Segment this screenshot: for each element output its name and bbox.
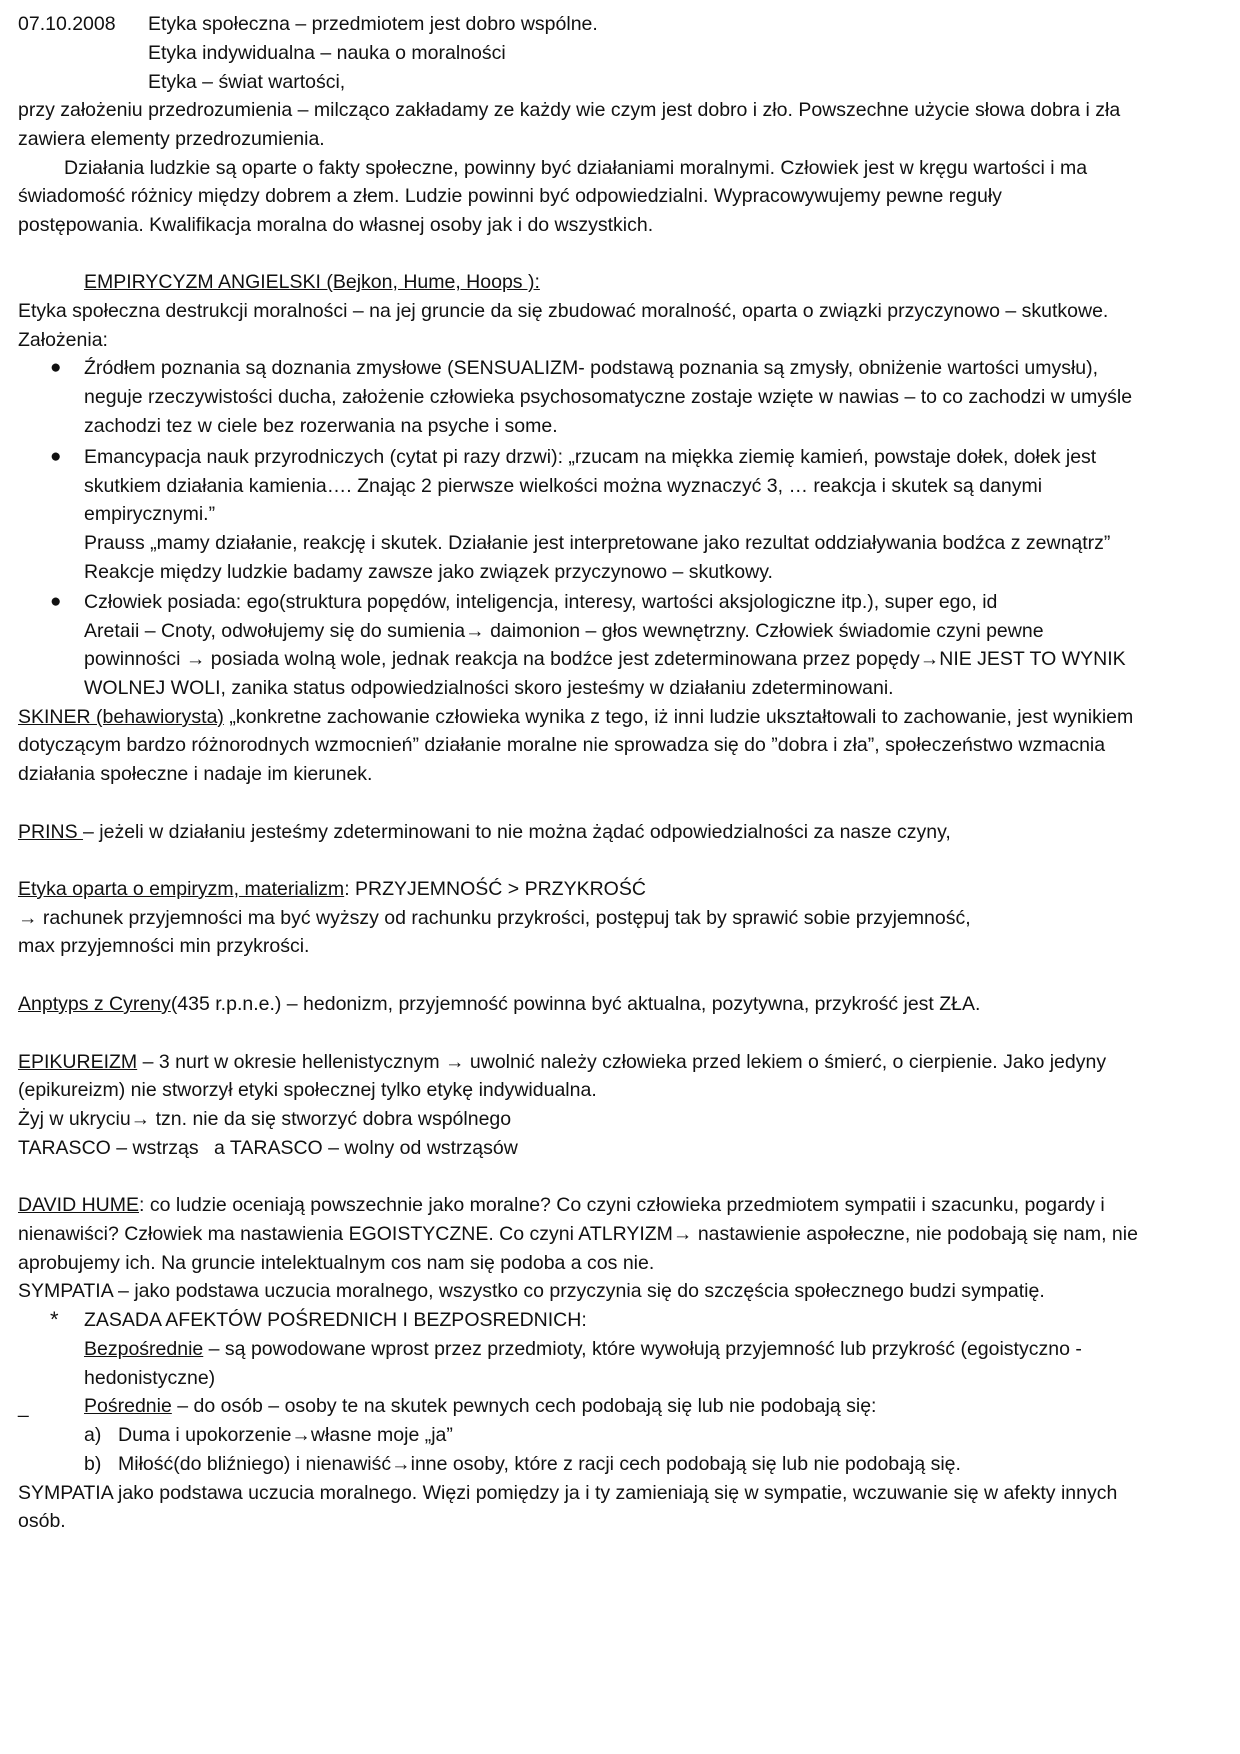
bullet-line: neguje rzeczywistości ducha, założenie człowieka psychosomatyczne zostaje wzięte w nawias – to co zachodzi w umyśle <box>84 386 1133 408</box>
hume-line: aprobujemy ich. Na gruncie intelektualnym cos nam się podoba a cos nie. <box>18 1252 655 1274</box>
epikureizm-line: (epikureizm) nie stworzył etyki społecznej tylko etykę indywidualna. <box>18 1079 597 1101</box>
bullet-icon: ● <box>50 446 62 467</box>
intro-line: zawiera elementy przedrozumienia. <box>18 128 325 150</box>
anptyps-name: Anptyps z Cyreny <box>18 993 171 1015</box>
prins-name: PRINS <box>18 821 84 843</box>
prins-paragraph: PRINS – jeżeli w działaniu jesteśmy zdeterminowani to nie można żądać odpowiedzialności za nasze czyny, <box>18 821 951 843</box>
bullet-line: zachodzi tez w ciele bez rozerwania na psyche i some. <box>84 415 558 437</box>
assumptions-label: Założenia: <box>18 329 108 351</box>
bullet-line: Emancypacja nauk przyrodniczych (cytat pi razy drzwi): „rzucam na miękka ziemię kamień, powstaje dołek, dołek jest <box>84 446 1097 468</box>
sympatia-line: SYMPATIA – jako podstawa uczucia moralnego, wszystko co przyczynia się do szczęścia społecznego budzi sympatię. <box>18 1280 1045 1302</box>
skiner-paragraph: SKINER (behawiorysta) „konkretne zachowanie człowieka wynika z tego, iż inni ludzie ukształtowali to zachowanie, jest wynikiem <box>18 706 1134 728</box>
empiryzm-heading: EMPIRYCYZM ANGIELSKI (Bejkon, Hume, Hoops ): <box>84 271 540 293</box>
date: 07.10.2008 <box>18 13 116 35</box>
epikureizm-paragraph: EPIKUREIZM – 3 nurt w okresie hellenistycznym → uwolnić należy człowieka przed lekiem o śmierć, o cierpienie. Jako jedyny <box>18 1051 1107 1073</box>
dash-icon: _ <box>18 1397 29 1418</box>
hedonism-heading-line: Etyka oparta o empiryzm, materializm: PRZYJEMNOŚĆ > PRZYKROŚĆ <box>18 878 646 900</box>
skiner-line: działania społeczne i nadaje im kierunek. <box>18 763 373 785</box>
intro-line: świadomość różnicy między dobrem a złem. Ludzie powinni być odpowiedzialni. Wypracowywujemy pewne reguły <box>18 185 1002 207</box>
epikureizm-name: EPIKUREIZM <box>18 1051 138 1073</box>
bullet-line: Reakcje między ludzkie badamy zawsze jako związek przyczynowo – skutkowy. <box>84 561 773 583</box>
hedonism-heading: Etyka oparta o empiryzm, materializm <box>18 878 345 900</box>
direct-line: hedonistyczne) <box>84 1367 216 1389</box>
hume-paragraph: DAVID HUME: co ludzie oceniają powszechnie jako moralne? Co czyni człowieka przedmiotem sympatii i szacunku, pogardy i <box>18 1194 1105 1216</box>
bullet-line: skutkiem działania kamienia…. Znając 2 pierwsze wielkości można wyznaczyć 3, … reakcja i skutek są danymi <box>84 475 1043 497</box>
bullet-line: WOLNEJ WOLI, zanika status odpowiedzialności skoro jesteśmy w działaniu zdeterminowani. <box>84 677 894 699</box>
sympatia-line: osób. <box>18 1510 66 1532</box>
asterisk-icon: * <box>50 1307 59 1332</box>
anptyps-paragraph: Anptyps z Cyreny(435 r.p.n.e.) – hedonizm, przyjemność powinna być aktualna, pozytywna, przykrość jest ZŁA. <box>18 993 981 1015</box>
epikureizm-line: Żyj w ukryciu→ tzn. nie da się stworzyć dobra wspólnego <box>18 1108 512 1130</box>
bullet-line: Człowiek posiada: ego(struktura popędów, inteligencja, interesy, wartości aksjologiczne itp.), super ego, id <box>84 591 998 613</box>
bullet-line: empirycznymi.” <box>84 503 216 525</box>
skiner-name: SKINER (behawiorysta) <box>18 706 224 728</box>
bullet-line: Prauss „mamy działanie, reakcję i skutek. Działanie jest interpretowane jako rezultat oddziaływania bodźca z zewnątrz” <box>84 532 1111 554</box>
hume-name: DAVID HUME <box>18 1194 139 1216</box>
indirect-label: Pośrednie <box>84 1395 172 1417</box>
bullet-line: Źródłem poznania są doznania zmysłowe (SENSUALIZM- podstawą poznania są zmysły, obniżenie wartości umysłu), <box>84 357 1099 379</box>
sympatia-line: SYMPATIA jako podstawa uczucia moralnego. Więzi pomiędzy ja i ty zamieniają się w sympatie, wczuwanie się w afekty innych <box>18 1482 1118 1504</box>
hedonism-line: max przyjemności min przykrości. <box>18 935 310 957</box>
direct-paragraph: Bezpośrednie – są powodowane wprost przez przedmioty, które wywołują przyjemność lub przykrość (egoistyczno - <box>84 1338 1082 1360</box>
hume-line: nienawiści? Człowiek ma nastawienia EGOISTYCZNE. Co czyni ATLRYIZM→ nastawienie aspołeczne, nie podobają się nam, nie <box>18 1223 1138 1245</box>
bullet-icon: ● <box>50 591 62 612</box>
indirect-paragraph: Pośrednie – do osób – osoby te na skutek pewnych cech podobają się lub nie podobają się: <box>84 1395 877 1417</box>
intro-line: Działania ludzkie są oparte o fakty społeczne, powinny być działaniami moralnymi. Człowiek jest w kręgu wartości i ma <box>64 157 1088 179</box>
document-page: 07.10.2008 Etyka społeczna – przedmiotem jest dobro wspólne. Etyka indywidualna – nauka o moralności Etyka – świat wartości, przy założeniu przedrozumienia – milcząco zakładamy ze każdy wie czym jest dobro i zło. Powszechne użycie słowa dobra i zła zawiera elementy przedrozumienia. Działania ludzkie są oparte o fakty społeczne, powinny być działaniami moralnymi. Człowiek jest w kręgu wartości i ma świadomość różnicy między dobrem a złem. Ludzie powinni być odpowiedzialni. Wypracowywujemy pewne reguły postępowania. Kwalifikacja moralna do własnej osoby jak i do wszystkich. EMPIRYCYZM ANGIELSKI (Bejkon, Hume, Hoops ): Etyka społeczna destrukcji moralności – na jej gruncie da się zbudować moralność, oparta o związki przyczynowo – skutkowe. Założenia: ● Źródłem poznania są doznania zmysłowe (SENSUALIZM- podstawą poznania są zmysły, obniżenie wartości umysłu), neguje rzeczywistości ducha, założenie człowieka psychosomatyczne zostaje wzięte w nawias – to co zachodzi w umyśle zachodzi tez w ciele bez rozerwania na psyche i some. ● Emancypacja nauk przyrodniczych (cytat pi razy drzwi): „rzucam na miękka ziemię kamień, powstaje dołek, dołek jest skutkiem działania kamienia…. Znając 2 pierwsze wielkości można wyznaczyć 3, … reakcja i skutek są danymi empirycznymi.” Prauss „mamy działanie, reakcję i skutek. Działanie jest interpretowane jako rezultat oddziaływania bodźca z zewnątrz” Reakcje między ludzkie badamy zawsze jako związek przyczynowo – skutkowy. ● Człowiek posiada: ego(struktura popędów, inteligencja, interesy, wartości aksjologiczne itp.), super ego, id Aretaii – Cnoty, odwołujemy się do sumienia→ daimonion – głos wewnętrzny. Człowiek świadomie czyni pewne powinności → posiada wolną wole, jednak reakcja na bodźce jest zdeterminowana przez popędy→NIE JEST TO WYNIK WOLNEJ WOLI, zanika status odpowiedzialności skoro jesteśmy w działaniu zdeterminowani. SKINER (behawiorysta) „konkretne zachowanie człowieka wynika z tego, iż inni ludzie ukształtowali to zachowanie, jest wynikiem dotyczącym bardzo różnorodnych wzmocnień” działanie moralne nie sprowadza się do ”dobra i zła”, społeczeństwo wzmacnia działania społeczne i nadaje im kierunek. PRINS – jeżeli w działaniu jesteśmy zdeterminowani to nie można żądać odpowiedzialności za nasze czyny, Etyka oparta o empiryzm, materializm: PRZYJEMNOŚĆ > PRZYKROŚĆ → rachunek przyjemności ma być wyższy od rachunku przykrości, postępuj tak by sprawić sobie przyjemność, max przyjemności min przykrości. Anptyps z Cyreny(435 r.p.n.e.) – hedonizm, przyjemność powinna być aktualna, pozytywna, przykrość jest ZŁA. EPIKUREIZM – 3 nurt w okresie hellenistycznym → uwolnić należy człowieka przed lekiem o śmierć, o cierpienie. Jako jedyny (epikureizm) nie stworzył etyki społecznej tylko etykę indywidualna. Żyj w ukryciu→ tzn. nie da się stworzyć dobra wspólnego TARASCO – wstrząs a TARASCO – wolny od wstrząsów DAVID HUME: co ludzie oceniają powszechnie jako moralne? Co czyni człowieka przedmiotem sympatii i szacunku, pogardy i nienawiści? Człowiek ma nastawienia EGOISTYCZNE. Co czyni ATLRYIZM→ nastawienie aspołeczne, nie podobają się nam, nie aprobujemy ich. Na gruncie intelektualnym cos nam się podoba a cos nie. SYMPATIA – jako podstawa uczucia moralnego, wszystko co przyczynia się do szczęścia społecznego budzi sympatię. * ZASADA AFEKTÓW POŚREDNICH I BEZPOSREDNICH: Bezpośrednie – są powodowane wprost przez przedmioty, które wywołują przyjemność lub przykrość (egoistyczno - hedonistyczne) _ Pośrednie – do osób – osoby te na skutek pewnych cech podobają się lub nie podobają się: a) Duma i upokorzenie→własne moje „ja” b) Miłość(do bliźniego) i nienawiść→inne osoby, które z racji cech podobają się lub nie podobają się. SYMPATIA jako podstawa uczucia moralnego. Więzi pomiędzy ja i ty zamieniają się w sympatie, wczuwanie się w afekty innych osób. <box>0 0 1240 1754</box>
skiner-line: dotyczącym bardzo różnorodnych wzmocnień” działanie moralne nie sprowadza się do ”dobra i zła”, społeczeństwo wzmacnia <box>18 734 1106 756</box>
intro-line: przy założeniu przedrozumienia – milcząco zakładamy ze każdy wie czym jest dobro i zło. Powszechne użycie słowa dobra i zła <box>18 99 1121 121</box>
empiryzm-intro: Etyka społeczna destrukcji moralności – na jej gruncie da się zbudować moralność, oparta o związki przyczynowo – skutkowe. <box>18 300 1109 322</box>
intro-line: postępowania. Kwalifikacja moralna do własnej osoby jak i do wszystkich. <box>18 214 654 236</box>
header-text-1: Etyka społeczna – przedmiotem jest dobro wspólne. <box>148 13 598 35</box>
bullet-icon: ● <box>50 357 62 378</box>
bullet-line: powinności → posiada wolną wole, jednak reakcja na bodźce jest zdeterminowana przez popędy→NIE JEST TO WYNIK <box>84 648 1126 670</box>
rule-heading: ZASADA AFEKTÓW POŚREDNICH I BEZPOSREDNICH: <box>84 1309 587 1331</box>
bullet-line: Aretaii – Cnoty, odwołujemy się do sumienia→ daimonion – głos wewnętrzny. Człowiek świadomie czyni pewne <box>84 620 1044 642</box>
hedonism-line: → rachunek przyjemności ma być wyższy od rachunku przykrości, postępuj tak by sprawić sobie przyjemność, <box>18 907 971 929</box>
direct-label: Bezpośrednie <box>84 1338 204 1360</box>
